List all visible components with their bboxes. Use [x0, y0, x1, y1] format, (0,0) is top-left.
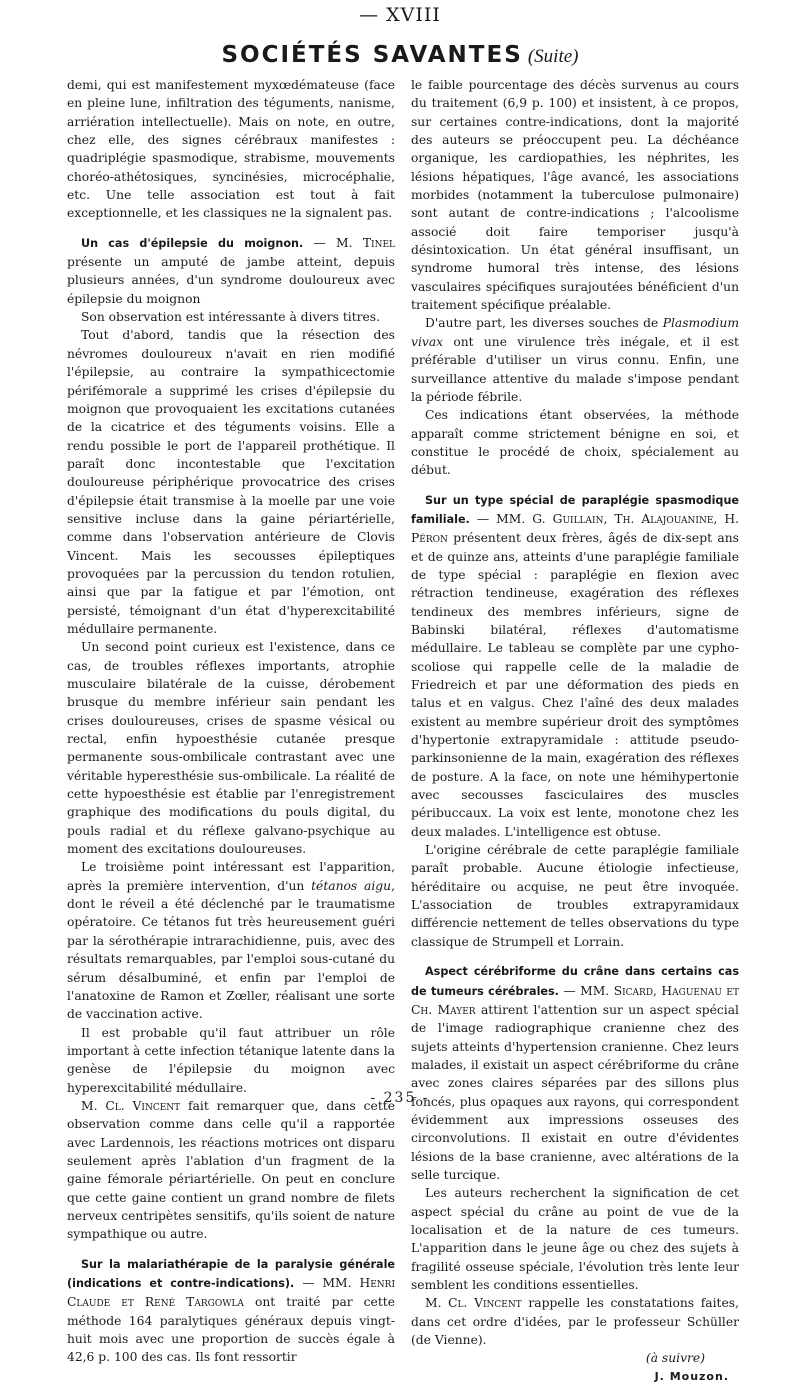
section-header: [0, 42, 800, 68]
authors-guillain: MM. G. Guillain, Th. Alajouanine, H. Péron: [411, 511, 739, 546]
italic-term: Plasmodium vivax: [411, 316, 739, 349]
text-run: ont traité par cette méthode 164 paralytiques généraux depuis vingt-huit mois avec une proportion de succès égale à 42,6 p. 100 des cas. Ils font ressortir: [67, 1295, 395, 1365]
article-crane-paragraph-1: Aspect cérébriforme du crâne dans certains cas de tumeurs cérébrales. — MM. Sicard, Haguenau et Ch. Mayer attirent l'attention sur un aspect spécial de l'image radiographique cranienne chez des sujets atteints d'hypertension cranienne. Chez leurs malades, il existait un aspect cérébriforme du crâne avec zones claires séparées par des sillons plus foncés, plus opaques aux rayons, qui correspondent évidemment aux impressions osseuses des circonvolutions. Il existait en outre d'évidentes lésions de la base cranienne, avec altérations de la selle turcique.: [411, 965, 739, 1182]
left-column: [67, 76, 395, 1367]
article-paraplegie-paragraph-1: Sur un type spécial de paraplégie spasmodique familiale. — MM. G. Guillain, Th. Alajouanine, H. Péron présentent deux frères, âgés de dix-sept ans et de quinze ans, atteints d'une paraplégie familiale de type spécial : paraplégie en flexion avec rétraction tendineuse, exagération des réflexes tendineux des membres inférieurs, signe de Babinski bilatéral, réflexes d'automatisme médullaire. Le tableau se complète par une cypho-scoliose qui rappelle celle de la maladie de Friedreich et par une déformation des pieds en talus et en valgus. Chez l'aîné des deux malades existent au membre supérieur droit des symptômes d'hypertonie extrapyramidale : attitude pseudo-parkinsonienne de la main, exagération des réflexes de posture. A la face, on note une hémihypertonie avec secousses fasciculaires des muscles péribuccaux. La voix est lente, monotone chez les deux malades. L'intelligence est obtuse.: [411, 493, 739, 839]
malaria-paragraph-3: Ces indications étant observées, la méthode apparaît comme strictement bénigne en soi, et constitue le procédé de choix, spécialement au début.: [411, 408, 739, 478]
italic-term: tétanos aigu: [311, 878, 392, 893]
article-epilepsie-paragraph-5: [67, 858, 395, 1023]
article-malaria-paragraph-1: Sur la malariathérapie de la paralysie générale (indications et contre-indications). — MM. Henri Claude et René Targowla ont traité par cette méthode 164 paralytiques généraux depuis vingt-huit mois avec une proportion de succès égale à 42,6 p. 100 des cas. Ils font ressortir: [67, 1257, 395, 1365]
text-run: ont une virulence très inégale, et il est préférable d'utiliser un virus connu. Enfin, une surveillance attentive du malade s'impose pendant la période fébrile.: [411, 334, 739, 404]
text-run: Le troisième point intéressant est l'apparition, après la première intervention, d'un: [67, 860, 395, 893]
article-epilepsie-paragraph-6: Il est probable qu'il faut attribuer un rôle important à cette infection tétanique latente dans la genèse de l'épilepsie du moignon avec hyperexcitabilité médullaire.: [67, 1025, 395, 1095]
author-vincent: M. Cl. Vincent: [81, 1098, 181, 1113]
author-signature: J. Mouzon.: [654, 1369, 729, 1383]
section-title: SOCIÉTÉS SAVANTES: [221, 42, 523, 68]
section-suite: (Suite): [527, 46, 579, 67]
article-epilepsie-paragraph-3: Tout d'abord, tandis que la résection des névromes douloureux n'avait en rien modifié l'épilepsie, au contraire la sympathicectomie périfémorale a supprimé les crises d'épilepsie du moignon que provoquaient les excitations cutanées de la cicatrice et des téguments voisins. Elle a rendu possible le port de l'appareil prothétique. Il paraît donc incontestable que l'excitation douloureuse périphérique provocatrice des crises d'épilepsie était transmise à la moelle par une voie sensitive incluse dans la gaine périartérielle, comme dans l'observation antérieure de Clovis Vincent. Mais les secousses épileptiques provoquées par la percussion du tendon rotulien, ainsi que par la fatigue et par l'émotion, ont persisté, témoignant d'un état d'hyperexcitabilité médullaire permanente.: [67, 328, 395, 636]
malaria-paragraph-2: [411, 314, 739, 406]
authors-claude-targowla: MM. Henri Claude et René Targowla: [67, 1276, 395, 1310]
article-crane-paragraph-2: Les auteurs recherchent la signification de cet aspect spécial du crâne au point de vue de la localisation et de la nature de ces tumeurs. L'apparition dans le jeune âge ou chez des sujets à fragilité osseuse spéciale, l'évolution très lente leur semblent les conditions essentielles.: [411, 1186, 739, 1292]
text-run: rappelle les constatations faites, dans cet ordre d'idées, par le professeur Schüller (de Vienne).: [411, 1296, 739, 1348]
author-tinel: Tinel: [362, 235, 395, 250]
folio-number: — XVIII: [359, 4, 441, 26]
intro-paragraph: demi, qui est manifestement myxœdémateuse (face en pleine lune, infiltration des téguments, nanisme, arriération intellectuelle). Mais on note, en outre, chez elle, des signes cérébraux manifestes : quadriplégie spasmodique, strabisme, mouvements choréo-athétosiques, syncinésies, microcéphalie, etc. Une telle association est tout à fait exceptionnelle, et les classiques ne la signalent pas.: [67, 78, 395, 221]
authors-sicard: MM. Sicard, Haguenau et Ch. Mayer: [411, 983, 739, 1017]
article-title-paraplegie: Sur un type spécial de paraplégie spasmodique familiale.: [411, 493, 739, 526]
author-vincent: M. Cl. Vincent: [425, 1296, 522, 1311]
article-title-epilepsie: Un cas d'épilepsie du moignon.: [81, 236, 304, 250]
text-run: fait remarquer que, dans cette observation comme dans celle qu'il a rapportée avec Lardennois, les réactions motrices ont disparu seulement après l'ablation d'un fragment de la gaine fémorale périartérielle. On peut en conclure que cette gaine contient un grand nombre de filets nerveux centripètes sensitifs, qu'ils soient de nature sympathique ou autre.: [67, 1098, 395, 1242]
right-column: [411, 76, 739, 1386]
article-epilepsie-paragraph-1: Un cas d'épilepsie du moignon. — M. Tinel présente un amputé de jambe atteint, depuis plusieurs années, d'un syndrome douloureux avec épilepsie du moignon: [67, 235, 395, 306]
article-crane-paragraph-3: [411, 1294, 739, 1349]
article-title-crane: Aspect cérébriforme du crâne dans certains cas de tumeurs cérébrales.: [411, 965, 739, 998]
text-run: attirent l'attention sur un aspect spécial de l'image radiographique cranienne chez des sujets atteints d'hypertension cranienne. Chez leurs malades, il existait un aspect cérébriforme du crâne avec zones claires séparées par des sillons plus foncés, plus opaques aux rayons, qui correspondent évidemment aux impressions osseuses des circonvolutions. Il existait en outre d'évidentes lésions de la base cranienne, avec altérations de la selle turcique.: [411, 1002, 739, 1182]
article-title-malaria: Sur la malariathérapie de la paralysie générale (indications et contre-indications).: [67, 1257, 395, 1290]
text-run: D'autre part, les diverses souches de: [425, 316, 659, 331]
page-number: - 235 -: [370, 1090, 430, 1106]
article-epilepsie-paragraph-4: Un second point curieux est l'existence, dans ce cas, de troubles réflexes importants, atrophie musculaire bilatérale de la cuisse, dérobement brusque du membre inférieur sain pendant les crises douloureuses, crises de spasme vésical ou rectal, enfin hypoesthésie cutanée presque permanente sous-ombilicale contrastant avec une véritable hyperesthésie sus-ombilicale. La réalité de cette hypoesthésie est établie par l'enregistrement graphique des modifications du pouls digital, du pouls radial et du réflexe galvano-psychique au moment des excitations douloureuses.: [67, 640, 395, 857]
to-be-continued: (à suivre): [645, 1351, 705, 1366]
article-paraplegie-paragraph-2: L'origine cérébrale de cette paraplégie familiale paraît probable. Aucune étiologie infectieuse, héréditaire ou acquise, ne peut être invoquée. L'association de troubles extrapyramidaux différencie nettement de telles observations du type classique de Strumpell et Lorrain.: [411, 843, 739, 949]
text-run: , dont le réveil a été déclenché par le traumatisme opératoire. Ce tétanos fut très heureusement guéri par la sérothérapie intrarachidienne, puis, avec des résultats remarquables, par l'emploi sous-cutané du sérum désalbuminé, et enfin par l'emploi de l'anatoxine de Ramon et Zœller, réalisant une sorte de vaccination active.: [67, 878, 395, 1022]
text-run: présentent deux frères, âgés de dix-sept ans et de quinze ans, atteints d'une paraplégie familiale de type spécial : paraplégie en flexion avec rétraction tendineuse, exagération des réflexes tendineux des membres inférieurs, signe de Babinski bilatéral, réflexes d'automatisme médullaire. Le tableau se complète par une cypho-scoliose qui rappelle celle de la maladie de Friedreich et par une déformation des pieds en talus et en valgus. Chez l'aîné des deux malades existent au membre supérieur droit des symptômes d'hypertonie extrapyramidale : attitude pseudo-parkinsonienne de la main, exagération des réflexes de posture. A la face, on note une hémihypertonie avec secousses fasciculaires des muscles péribuccaux. La voix est lente, monotone chez les deux malades. L'intelligence est obtuse.: [411, 531, 739, 839]
article-epilepsie-paragraph-7: [67, 1097, 395, 1244]
malaria-continuation: le faible pourcentage des décès survenus au cours du traitement (6,9 p. 100) et insistent, à ce propos, sur certaines contre-indications, dont la majorité des auteurs se préoccupent peu. La déchéance organique, les cardiopathies, les néphrites, les lésions hépatiques, l'âge avancé, les associations morbides (notamment la tuberculose pulmonaire) sont autant de contre-indications ; l'alcoolisme associé doit faire temporiser jusqu'à désintoxication. Un état général insuffisant, un syndrome humoral très intense, des lésions vasculaires spécifiques surajoutées bénéficient d'un traitement spécifique préalable.: [411, 78, 739, 313]
article-text: présente un amputé de jambe atteint, depuis plusieurs années, d'un syndrome douloureux avec épilepsie du moignon: [67, 255, 395, 306]
article-epilepsie-paragraph-2: Son observation est intéressante à divers titres.: [81, 310, 381, 325]
